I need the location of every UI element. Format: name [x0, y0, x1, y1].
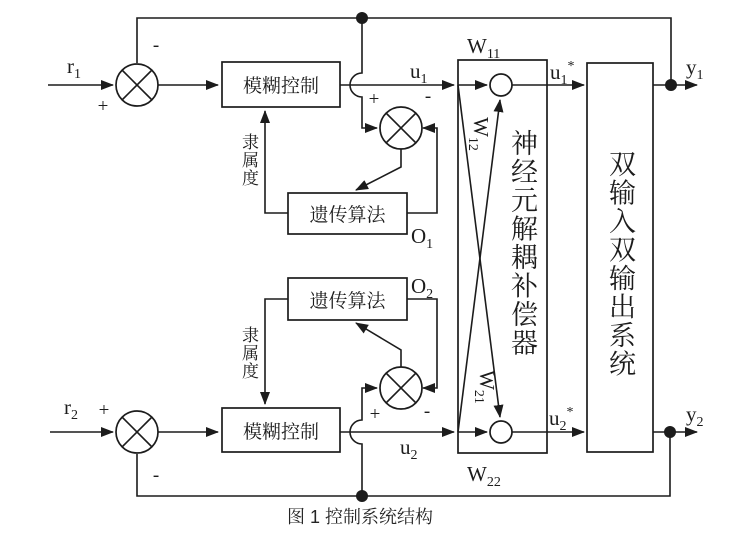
sign-plus-mult1: + [368, 89, 380, 110]
plant-label: 双输入双输出系统 [605, 150, 635, 378]
sign-minus-mult1: - [424, 86, 432, 107]
wire-membership2 [265, 299, 288, 404]
label-u2: $u_2$ [400, 435, 418, 463]
neuron-node-1 [490, 74, 512, 96]
genetic-algorithm2-label: 遗传算法 [309, 290, 386, 312]
label-y2: $y_2$ [686, 402, 704, 430]
membership1-label: 隶属度 [239, 133, 258, 187]
label-y1: $y_1$ [686, 55, 704, 83]
summing-junction-2 [116, 411, 158, 453]
sign-plus-mult2: + [369, 404, 381, 425]
label-u1: $u_1$ [410, 59, 428, 87]
label-w22: $W_{22}$ [467, 462, 501, 490]
wire-y1-feedback [137, 18, 671, 85]
sign-plus-sum1: + [97, 96, 109, 117]
comparator-junction-1 [380, 107, 422, 149]
label-r2: $r_2$ [64, 395, 78, 423]
loop1-wires [48, 18, 697, 213]
blocks [222, 60, 653, 453]
loop2-wires [50, 299, 697, 496]
fuzzy-controller2-label: 模糊控制 [242, 421, 319, 443]
sign-minus-sum1: - [152, 35, 160, 56]
sign-minus-sum2: - [152, 465, 160, 486]
label-o2: $O_2$ [411, 274, 434, 302]
compensator-label: 神经元解耦补偿器 [507, 129, 537, 357]
genetic-algorithm1-label: 遗传算法 [309, 205, 386, 226]
comparator-junction-2 [380, 367, 422, 409]
label-w12-rotated: $W_{12}$ [465, 117, 493, 151]
label-o1: $O_1$ [411, 224, 434, 252]
junction-dot-y2 [664, 426, 676, 438]
junction-dot-fb2 [356, 490, 368, 502]
wire-y1-branch-with-hop [350, 18, 377, 128]
membership2-label: 隶属度 [239, 326, 258, 380]
label-r1: $r_1$ [67, 54, 81, 82]
label-u2-star: $u_2^*$ [549, 405, 574, 434]
wire-error1-to-ga1 [356, 149, 401, 190]
wire-error2-to-ga2 [356, 323, 401, 367]
label-u1-star: $u_1^*$ [550, 59, 575, 88]
label-w11: $W_{11}$ [467, 34, 501, 62]
neuron-node-2 [490, 421, 512, 443]
junction-dot-y1 [665, 79, 677, 91]
label-w21-rotated: $W_{21}$ [471, 370, 499, 404]
fuzzy-controller1-label: 模糊控制 [242, 76, 319, 97]
sign-plus-sum2: + [98, 400, 110, 421]
figure-caption: 图 1 控制系统结构 [286, 507, 433, 527]
sign-minus-mult2: - [423, 401, 431, 422]
summing-junction-1 [116, 64, 158, 106]
wire-membership1 [265, 111, 288, 213]
junction-dot-fb1 [356, 12, 368, 24]
